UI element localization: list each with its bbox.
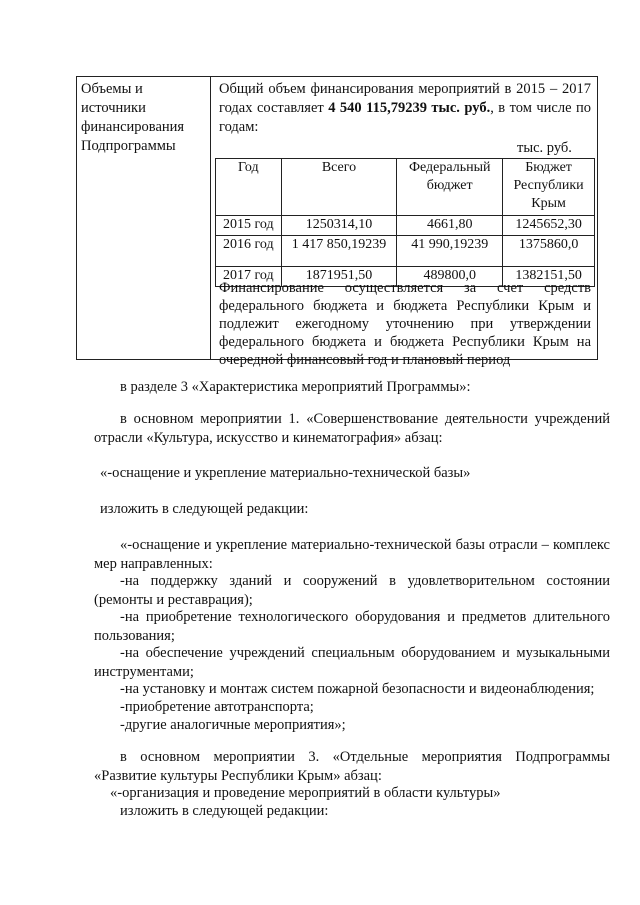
table-cell: 2016 год [216, 236, 282, 267]
table-row [216, 216, 595, 236]
list-item: -на установку и монтаж систем пожарной безопасности и видеонаблюдения; [120, 681, 595, 697]
table-cell: 1871951,50 [281, 267, 397, 287]
table-cell: 2015 год [216, 216, 282, 236]
table-cell: 41 990,19239 [397, 236, 503, 267]
table-cell: 1250314,10 [281, 216, 397, 236]
quoted-paragraph: «-оснащение и укрепление материально-технической базы» [100, 465, 471, 481]
table-cell: 1245652,30 [503, 216, 595, 236]
table-row [216, 236, 595, 267]
financing-intro [219, 80, 591, 137]
list-item: -другие аналогичные мероприятия»; [120, 717, 346, 733]
table-cell: 1 417 850,19239 [281, 236, 397, 267]
table-cell: 1375860,0 [503, 236, 595, 267]
list-item: -на обеспечение учреждений специальным оборудованием и музыкальными инструментами; [94, 645, 610, 680]
column-header-total: Всего [281, 159, 397, 216]
financing-intro-suffix: , в том числе по годам: [219, 100, 592, 135]
column-header-regional: Бюджет Республики Крым [503, 159, 595, 216]
activity-1-paragraph: в основном мероприятии 1. «Совершенствование деятельности учреждений отрасли «Культура, искусство и кинематография» абзац: [94, 411, 610, 446]
table-divider [210, 77, 211, 359]
financing-intro-prefix: Общий объем финансирования мероприятий в 2015 – 2017 годах составляет [219, 81, 591, 116]
unit-label: тыс. руб. [517, 140, 572, 156]
table-cell: 489800,0 [397, 267, 503, 287]
table-header-row [216, 159, 595, 216]
list-item: -приобретение автотранспорта; [120, 699, 314, 715]
activity-3-paragraph: в основном мероприятии 3. «Отдельные мероприятия Подпрограммы «Развитие культуры Республики Крым» абзац: [94, 749, 610, 784]
list-item: -на поддержку зданий и сооружений в удовлетворительном состоянии (ремонты и реставрация); [94, 573, 610, 608]
new-wording-paragraph: «-оснащение и укрепление материально-технической базы отрасли – комплекс мер направленных: [94, 537, 610, 572]
instruction-paragraph-2: изложить в следующей редакции: [120, 803, 329, 819]
financing-label-cell: Объемы и источники финансирования Подпрограммы [81, 81, 185, 154]
financing-note: Финансирование осуществляется за счет средств федерального бюджета и бюджета Республики Крым и подлежит ежегодному уточнению при утверждении федерального бюджета и бюджета Республики Крым на очередной финансовый год и плановый период [219, 280, 591, 368]
table-cell: 1382151,50 [503, 267, 595, 287]
column-header-federal: Федеральный бюджет [397, 159, 503, 216]
financing-total: 4 540 115,79239 тыс. руб. [328, 100, 491, 116]
quoted-paragraph-2: «-организация и проведение мероприятий в области культуры» [110, 785, 501, 801]
section-heading-paragraph: в разделе 3 «Характеристика мероприятий Программы»: [120, 379, 471, 395]
table-cell: 2017 год [216, 267, 282, 287]
list-item: -на приобретение технологического оборудования и предметов длительного пользования; [94, 609, 610, 644]
financing-table-frame [76, 76, 598, 368]
financing-by-year-table [215, 158, 595, 287]
column-header-year: Год [216, 159, 282, 216]
table-cell: 4661,80 [397, 216, 503, 236]
instruction-paragraph: изложить в следующей редакции: [100, 501, 309, 517]
